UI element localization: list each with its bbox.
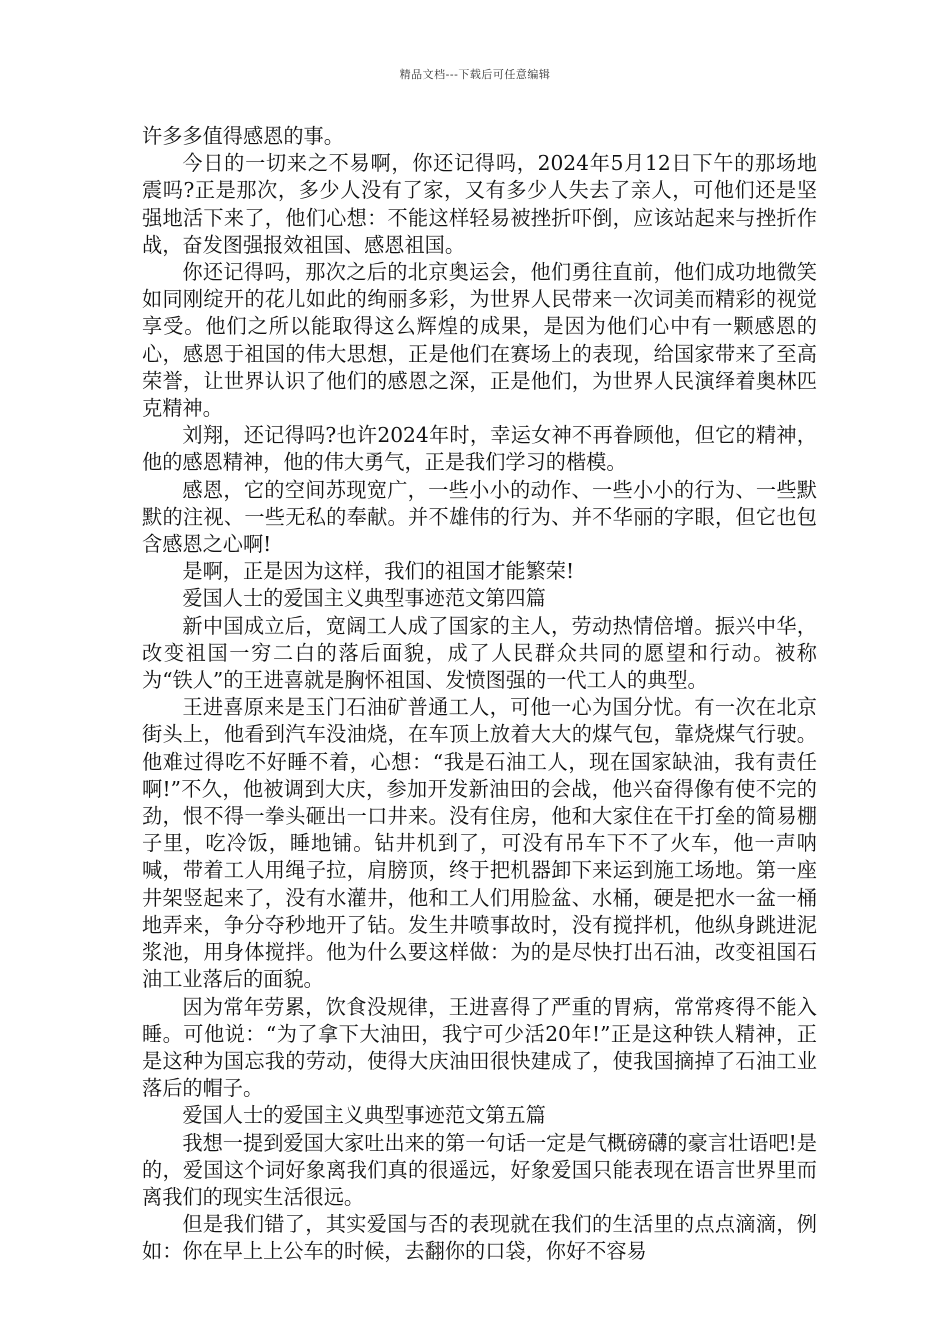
paragraph: 但是我们错了，其实爱国与否的表现就在我们的生活里的点点滴滴，例如：你在早上上公车的时候，去翻你的口袋，你好不容易	[142, 1212, 817, 1264]
section-heading: 爱国人士的爱国主义典型事迹范文第四篇	[182, 586, 546, 611]
paragraph: 感恩，它的空间苏现宽广，一些小小的动作、一些小小的行为、一些默默的注视、一些无私的奉献。并不雄伟的行为、并不华丽的字眼，但它也包含感恩之心啊!	[142, 477, 817, 557]
paragraph: 刘翔，还记得吗?也许2024年时，幸运女神不再眷顾他，但它的精神，他的感恩精神，他的伟大勇气，正是我们学习的楷模。	[142, 423, 817, 475]
paragraph: 新中国成立后，宽阔工人成了国家的主人，劳动热情倍增。振兴中华，改变祖国一穷二白的落后面貌，成了人民群众共同的愿望和行动。被称为“铁人”的王进喜就是胸怀祖国、发愤图强的一代工人的典型。	[142, 613, 817, 693]
paragraph: 今日的一切来之不易啊，你还记得吗，2024年5月12日下午的那场地震吗?正是那次，多少人没有了家，又有多少人失去了亲人，可他们还是坚强地活下来了，他们心想：不能这样轻易被挫折吓倒，应该站起来与挫折作战，奋发图强报效祖国、感恩祖国。	[142, 151, 817, 257]
document-body	[142, 123, 817, 1266]
paragraph: 是啊，正是因为这样，我们的祖国才能繁荣!	[182, 559, 575, 584]
paragraph: 王进喜原来是玉门石油矿普通工人，可他一心为国分忧。有一次在北京街头上，他看到汽车没油烧，在车顶上放着大大的煤气包，靠烧煤气行驶。他难过得吃不好睡不着，心想：“我是石油工人，现在国家缺油，我有责任啊!”不久，他被调到大庆，参加开发新油田的会战，他兴奋得像有使不完的劲，恨不得一拳头砸出一口井来。没有住房，他和大家住在干打垒的简易棚子里，吃冷饭，睡地铺。钻井机到了，可没有吊车下不了火车，他一声呐喊，带着工人用绳子拉，肩膀顶，终于把机器卸下来运到施工场地。第一座井架竖起来了，没有水灌井，他和工人们用脸盆、水桶，硬是把水一盆一桶地弄来，争分夺秒地开了钻。发生井喷事故时，没有搅拌机，他纵身跳进泥浆池，用身体搅拌。他为什么要这样做：为的是尽快打出石油，改变祖国石油工业落后的面貌。	[142, 695, 817, 992]
paragraph: 因为常年劳累，饮食没规律，王进喜得了严重的胃病，常常疼得不能入睡。可他说：“为了拿下大油田，我宁可少活20年!”正是这种铁人精神，正是这种为国忘我的劳动，使得大庆油田很快建成了，使我国摘掉了石油工业落后的帽子。	[142, 994, 817, 1101]
page-header: 精品文档---下载后可任意编辑	[399, 68, 551, 81]
paragraph-continued: 许多多值得感恩的事。	[142, 124, 344, 148]
section-heading: 爱国人士的爱国主义典型事迹范文第五篇	[182, 1103, 546, 1128]
paragraph: 我想一提到爱国大家吐出来的第一句话一定是气概磅礴的豪言壮语吧!是的，爱国这个词好象离我们真的很遥远，好象爱国只能表现在语言世界里而离我们的现实生活很远。	[142, 1130, 817, 1209]
paragraph: 你还记得吗，那次之后的北京奥运会，他们勇往直前，他们成功地微笑如同刚绽开的花儿如此的绚丽多彩，为世界人民带来一次词美而精彩的视觉享受。他们之所以能取得这么辉煌的成果，是因为他们心中有一颗感恩的心，感恩于祖国的伟大思想，正是他们在赛场上的表现，给国家带来了至高荣誉，让世界认识了他们的感恩之深，正是他们，为世界人民演绎着奥林匹克精神。	[142, 260, 817, 421]
